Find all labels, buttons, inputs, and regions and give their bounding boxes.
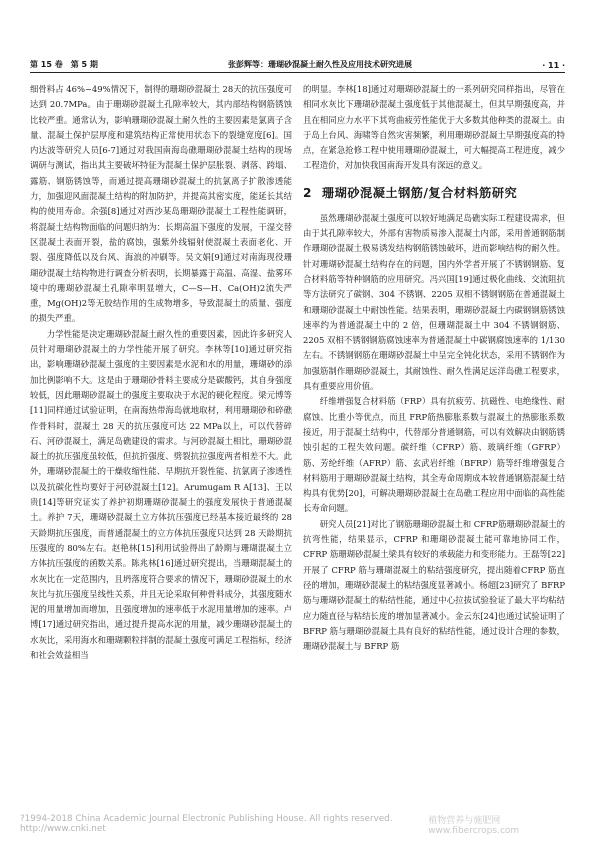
body-paragraph: 纤维增强复合材料筋（FRP）具有抗疲劳、抗磁性、电绝缘性、耐腐蚀、比重小等优点，而且 FRP筋热膨胀系数与混凝土的热膨胀系数接近，用于混凝土结构中，代替部分普通钢筋，可以有效解决由钢筋锈蚀引起的工程失效问题。碳纤维（CFRP）筋、玻璃纤维（GFRP）筋、芳纶纤维（AFRP）筋、玄武岩纤维（BFRP）筋等纤维增强复合材料筋用于珊瑚砂混凝土结构，其全寿命周期成本较普通钢筋混凝土结构具有优势[20]，可解决珊瑚砂混凝土在岛礁工程应用中面临的高性能长寿命问题。 (303, 396, 565, 514)
body-paragraph: 的明显。李林[18]通过对珊瑚砂混凝土的一系列研究同样指出，尽管在相同水灰比下珊瑚砂混凝土强度低于其他混凝土，但其早期强度高，并且在相同应力水平下其弯曲疲劳性能优于大多数其他种类的混凝土。由于岛上台风、海啸等自然灾害频繁，利用珊瑚砂混凝土早期强度高的特点，在紧急抢修工程中使用珊瑚砂混凝土，可大幅提高工程进度，减少工程造价，对加快我国南海开发具有深远的意义。 (303, 84, 565, 171)
body-paragraph: 研究人员[21]对比了钢筋珊瑚砂混凝土和 CFRP筋珊瑚砂混凝土的抗弯性能，结果显示，CFRP 和珊瑚砂混凝土能可靠地协同工作，CFRP 筋珊瑚砂混凝土梁具有较好的承载能力和变形能力。王磊等[22]开展了 CFRP 筋与珊瑚混凝土的粘结强度研究，提出随着CFRP 筋直径的增加，珊瑚砂混凝土的粘结强度显著减小。杨超[23]研究了 BFRP 筋与珊瑚砂混凝土的粘结性能，通过中心拉拔试验验证了最大平均粘结应力随直径与粘结长度的增加显著减小。金云东[24]也通过试验证明了BFRP 筋与珊瑚砂混凝土具有良好的粘结性能，通过设计合理的参数，珊瑚砂混凝土与 BFRP 筋 (303, 518, 565, 652)
copyright-line: ?1994-2018 China Academic Journal Electronic Publishing House. All rights reserved. http://www.cnki.net (20, 814, 393, 834)
header-rule (30, 72, 565, 73)
left-column (30, 82, 292, 817)
body-paragraph: 力学性能是决定珊瑚砂混凝土耐久性的重要因素，因此许多研究人员针对珊瑚砂混凝土的力学性能开展了研究。李林等[10]通过研究指出，影响珊瑚砂混凝土强度的主要因素是水泥和水的用量，珊瑚砂的添加比例影响不大。这是由于珊瑚砂骨料主要成分是碳酸钙，其自身强度较低，因此珊瑚砂混凝土的强度主要取决于水泥的硬化程度。梁元博等[11]同样通过试验证明，在南海热带海岛就地取材，利用珊瑚砂和碎礁作骨料时，混凝土 28 天的抗压强度可达 22 MPa以上，可以代替碎石、河砂混凝土，满足岛礁建设的需求。与河砂混凝土相比，珊瑚砂混凝土的抗压强度虽较低，但抗折强度、劈裂抗拉强度两者相差不大。此外，珊瑚砂混凝土的干燥收缩性能、早期抗开裂性能、抗氯离子渗透性以及抗碳化性均要好于河砂混凝土[12]。Arumugam R A[13]、王以贵[14]等研究证实了养护初期珊瑚砂混凝土的强度发展快于普通混凝土。养护 7天，珊瑚砂混凝土立方体抗压强度已经基本接近最终的 28 天龄期抗压强度，而普通混凝土的立方体抗压强度只达到 28 天龄期抗压强度的 80%左右。赵艳林[15]利用试验得出了龄期与珊瑚混凝土立方体抗压强度的函数关系。陈兆林[16]通过研究提出，当珊瑚混凝土的水灰比在一定范围内，且坍落度符合要求的情况下，珊瑚砂混凝土的水灰比与抗压强度呈线性关系，并且无论采取何种骨料成分，其强度随水泥的用量增加而增加，且强度增加的速率低于水泥用量增加的速率。卢博[17]通过研究指出，通过提升提高水泥的用量，减少珊瑚砂混凝土的水灰比，采用海水和珊瑚颗粒拌制的混凝土强度可满足工程指标，经济和社会效益相当 (30, 328, 292, 660)
section-number: 2 (303, 185, 312, 200)
header-page-number: · 11 · (542, 61, 565, 70)
page-footer (20, 814, 575, 836)
header-volume: 第 15 卷 第 5 期 (30, 60, 98, 69)
body-paragraph: 虽然珊瑚砂混凝土强度可以较好地满足岛礁实际工程建设需求，但由于其孔隙率较大，外部有害物质易渗入混凝土内部，采用普通钢筋制作珊瑚砂混凝土极易诱发结构钢筋锈蚀破坏，进而影响结构的耐久性。针对珊瑚砂混凝土结构存在的问题，国内外学者开展了不锈钢钢筋、复合材料筋等特种钢筋的应用研究。冯兴国[19]通过极化曲线、交流阻抗等方法研究了碳钢、304 不锈钢、2205 双相不锈钢钢筋在普通混凝土和珊瑚砂混凝土中耐蚀性能。结果表明，珊瑚砂混凝土内碳钢钢筋锈蚀速率约为普通混凝土中的 2 倍，但珊瑚混凝土中 304 不锈钢钢筋、2205 双相不锈钢钢筋腐蚀速率为普通混凝土中碳钢腐蚀速率的 1/130左右。不锈钢钢筋在珊瑚砂混凝土中呈完全钝化状态，采用不锈钢作为加强筋制作珊瑚砂混凝土，其耐蚀性、耐久性满足远洋岛礁工程要求，具有重要应用价值。 (303, 212, 565, 392)
running-header (30, 56, 565, 70)
section-title: 珊瑚砂混凝土钢筋/复合材料筋研究 (321, 185, 518, 200)
body-paragraph: 细骨料占 46%~49%情况下，制得的珊瑚砂混凝土 28天的抗压强度可达到 20.7MPa。由于珊瑚砂混凝土孔隙率较大，其内部结构钢筋锈蚀比较严重。通常认为，影响珊瑚砂混凝土耐久性的主要因素是氯离子含量、混凝土保护层厚度和建筑结构正常使用状态下的裂缝宽度[6]。国内达波等研究人员[6-7]通过对我国南海岛礁珊瑚砂混凝土结构的现场调研与测试，指出其主要破坏特征为混凝土保护层胀裂、剥落、跨塌、露筋、钢筋锈蚀等，而通过提高珊瑚砂混凝土的抗氯离子扩散渗透能力，加强迎风面混凝土结构的附加防护，并提高其密实度，能延长其结构的使用寿命。余强[8]通过对西沙某岛珊瑚砂混凝土工程性能调研，将混凝土结构物面临的问题归纳为：长期高温下强度的发展，干湿交替区混凝土表面开裂，盐的腐蚀，强紫外线辐射使混凝土表面老化、开裂、强度降低以及台风、海浪的冲刷等。吴文娟[9]通过对南海现役珊瑚砂混凝土结构物进行调查分析表明，长期暴露于高温、高湿、盐雾环境中的珊瑚砂混凝土孔隙率明显增大，C—S—H、Ca(OH)2流失严重，Mg(OH)2等无胶结作用的生成物增多，导致混凝土的质量、强度的损失严重。 (30, 84, 292, 324)
section-heading (303, 184, 565, 201)
watermark-text: 植物营养与施肥网 www.fibercrops.com (428, 815, 520, 836)
header-title: 张彭辉等：珊瑚砂混凝土耐久性及应用技术研究进展 (228, 60, 413, 69)
right-column (303, 82, 565, 817)
